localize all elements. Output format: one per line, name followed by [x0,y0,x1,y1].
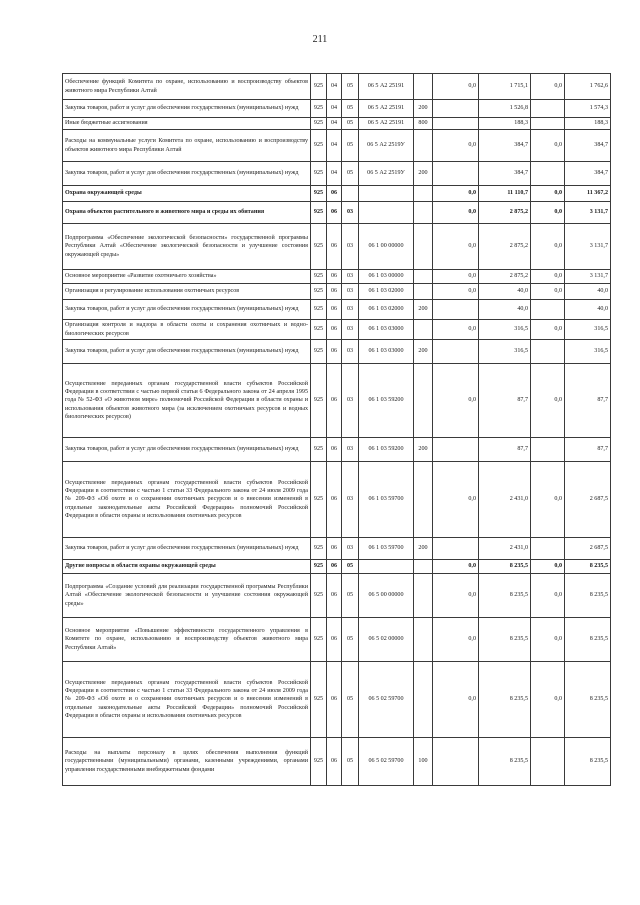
cell-amount-3: 0,0 [531,186,565,202]
cell-grbs: 925 [311,462,327,538]
cell-section: 06 [327,738,342,786]
cell-subsection [342,186,359,202]
cell-amount-3 [531,118,565,130]
cell-amount-3: 0,0 [531,320,565,340]
cell-amount-2: 87,7 [479,364,531,438]
cell-target-article: 06 1 03 59200 [359,364,414,438]
cell-target-article: 06 5 А2 2519У [359,130,414,162]
cell-amount-1: 0,0 [433,284,479,300]
cell-amount-2: 8 235,5 [479,574,531,618]
cell-grbs: 925 [311,224,327,270]
cell-target-article: 06 1 00 00000 [359,224,414,270]
cell-expense-type: 200 [414,538,433,560]
cell-subsection: 03 [342,364,359,438]
cell-name: Осуществление переданных органам государственной власти субъектов Российской Федерации в соответствии с частью первой статьи 6 Федерального закона от 24 апреля 1995 года № 52-ФЗ «О животном мире» полномочий Российской Федерации в области охраны и использования объектов животного мира (за исключением охотничьих ресурсов и водных биологических ресурсов) [63,364,311,438]
cell-name: Обеспечение функций Комитета по охране, использованию и воспроизводству объектов животного мира Республики Алтай [63,74,311,100]
cell-amount-3 [531,438,565,462]
cell-amount-1: 0,0 [433,270,479,284]
cell-section: 04 [327,162,342,186]
cell-amount-2: 87,7 [479,438,531,462]
cell-grbs: 925 [311,560,327,574]
cell-grbs: 925 [311,538,327,560]
cell-grbs: 925 [311,118,327,130]
cell-name: Осуществление переданных органам государственной власти субъектов Российской Федерации в соответствии с частью 1 статьи 33 Федерального закона от 24 июля 2009 года № 209-ФЗ «Об охоте и о сохранении охотничьих ресурсов и о внесении изменений в отдельные законодательные акты Российской Федерации» полномочий Российской Федерации в области охраны и использования охотничьих ресурсов [63,462,311,538]
cell-expense-type [414,284,433,300]
table-row [63,162,611,186]
cell-grbs: 925 [311,74,327,100]
table-row [63,438,611,462]
cell-target-article: 06 5 А2 25191 [359,74,414,100]
cell-subsection: 05 [342,738,359,786]
cell-amount-3: 0,0 [531,662,565,738]
cell-amount-4: 87,7 [565,438,611,462]
cell-amount-2: 8 235,5 [479,738,531,786]
cell-target-article: 06 5 02 59700 [359,738,414,786]
cell-amount-1 [433,118,479,130]
cell-grbs: 925 [311,270,327,284]
cell-section: 06 [327,560,342,574]
cell-target-article: 06 1 03 00000 [359,270,414,284]
cell-amount-2: 2 431,0 [479,462,531,538]
cell-amount-2: 40,0 [479,284,531,300]
cell-amount-1: 0,0 [433,462,479,538]
cell-amount-3: 0,0 [531,74,565,100]
table-row [63,284,611,300]
cell-section: 06 [327,662,342,738]
cell-subsection: 03 [342,224,359,270]
cell-target-article: 06 1 03 03000 [359,320,414,340]
table-row [63,560,611,574]
cell-expense-type [414,202,433,224]
cell-target-article: 06 5 02 00000 [359,618,414,662]
cell-amount-3: 0,0 [531,618,565,662]
cell-subsection: 05 [342,118,359,130]
cell-subsection: 03 [342,438,359,462]
cell-target-article [359,202,414,224]
cell-subsection: 03 [342,202,359,224]
budget-table [62,73,611,786]
cell-section: 04 [327,100,342,118]
cell-amount-4: 8 235,5 [565,618,611,662]
cell-amount-3: 0,0 [531,270,565,284]
cell-amount-2: 2 431,0 [479,538,531,560]
table-row [63,574,611,618]
cell-amount-3 [531,300,565,320]
cell-target-article: 06 1 03 59700 [359,462,414,538]
table-row [63,300,611,320]
cell-amount-3: 0,0 [531,462,565,538]
cell-subsection: 05 [342,574,359,618]
cell-grbs: 925 [311,162,327,186]
cell-target-article: 06 5 00 00000 [359,574,414,618]
cell-amount-1: 0,0 [433,224,479,270]
cell-amount-4: 1 762,6 [565,74,611,100]
cell-section: 06 [327,462,342,538]
cell-amount-1: 0,0 [433,130,479,162]
cell-amount-2: 8 235,5 [479,560,531,574]
cell-amount-4: 384,7 [565,162,611,186]
cell-name: Расходы на коммунальные услуги Комитета по охране, использованию и воспроизводству объектов животного мира Республики Алтай [63,130,311,162]
cell-amount-4: 8 235,5 [565,574,611,618]
cell-expense-type: 200 [414,340,433,364]
cell-amount-3 [531,738,565,786]
cell-amount-1: 0,0 [433,618,479,662]
cell-section: 04 [327,118,342,130]
cell-amount-2: 2 875,2 [479,224,531,270]
cell-amount-4: 2 687,5 [565,462,611,538]
table-row [63,270,611,284]
cell-amount-1: 0,0 [433,320,479,340]
cell-amount-4: 8 235,5 [565,738,611,786]
cell-subsection: 05 [342,74,359,100]
cell-subsection: 03 [342,538,359,560]
cell-amount-4: 384,7 [565,130,611,162]
table-row [63,118,611,130]
cell-subsection: 03 [342,340,359,364]
cell-amount-2: 8 235,5 [479,662,531,738]
cell-grbs: 925 [311,284,327,300]
cell-amount-2: 2 875,2 [479,202,531,224]
cell-expense-type [414,74,433,100]
cell-name: Иные бюджетные ассигнования [63,118,311,130]
cell-section: 06 [327,320,342,340]
cell-target-article [359,186,414,202]
cell-name: Расходы на выплаты персоналу в целях обеспечения выполнения функций государственными (муниципальными) органами, казенными учреждениями, органами управления государственными внебюджетными фондами [63,738,311,786]
cell-name: Закупка товаров, работ и услуг для обеспечения государственных (муниципальных) нужд [63,438,311,462]
cell-expense-type [414,224,433,270]
cell-section: 06 [327,364,342,438]
cell-amount-2: 188,3 [479,118,531,130]
cell-name: Охрана окружающей среды [63,186,311,202]
cell-section: 06 [327,284,342,300]
cell-subsection: 05 [342,560,359,574]
cell-grbs: 925 [311,100,327,118]
cell-amount-4: 40,0 [565,284,611,300]
cell-amount-3: 0,0 [531,574,565,618]
table-row [63,538,611,560]
cell-grbs: 925 [311,202,327,224]
cell-amount-3: 0,0 [531,364,565,438]
cell-name: Осуществление переданных органам государственной власти субъектов Российской Федерации в соответствии с частью 1 статьи 33 Федерального закона от 24 июля 2009 года № 209-ФЗ «Об охоте и о сохранении охотничьих ресурсов и о внесении изменений в отдельные законодательные акты Российской Федерации» полномочий Российской Федерации в области охраны и использования охотничьих ресурсов [63,662,311,738]
cell-expense-type [414,662,433,738]
cell-grbs: 925 [311,574,327,618]
cell-amount-4: 1 574,3 [565,100,611,118]
cell-section: 06 [327,224,342,270]
cell-name: Основное мероприятие «Повышение эффективности государственного управления в Комитете по охране, использованию и воспроизводству объектов животного мира Республики Алтай» [63,618,311,662]
table-row [63,130,611,162]
cell-expense-type [414,130,433,162]
cell-amount-4: 8 235,5 [565,662,611,738]
cell-expense-type: 800 [414,118,433,130]
cell-grbs: 925 [311,364,327,438]
cell-section: 06 [327,270,342,284]
cell-amount-4: 3 131,7 [565,202,611,224]
cell-amount-3 [531,538,565,560]
table-body [63,74,611,786]
cell-name: Другие вопросы в области охраны окружающей среды [63,560,311,574]
cell-grbs: 925 [311,662,327,738]
cell-grbs: 925 [311,130,327,162]
cell-grbs: 925 [311,738,327,786]
table-row [63,738,611,786]
cell-amount-1: 0,0 [433,74,479,100]
cell-amount-4: 8 235,5 [565,560,611,574]
cell-grbs: 925 [311,618,327,662]
cell-amount-1: 0,0 [433,202,479,224]
cell-amount-3: 0,0 [531,202,565,224]
table-row [63,462,611,538]
cell-target-article: 06 5 А2 25191 [359,100,414,118]
cell-section: 06 [327,202,342,224]
cell-subsection: 03 [342,300,359,320]
cell-amount-1: 0,0 [433,662,479,738]
cell-subsection: 05 [342,100,359,118]
cell-expense-type: 200 [414,438,433,462]
cell-amount-2: 316,5 [479,340,531,364]
cell-amount-1 [433,340,479,364]
cell-target-article: 06 5 02 59700 [359,662,414,738]
cell-section: 04 [327,130,342,162]
cell-amount-1: 0,0 [433,186,479,202]
cell-target-article: 06 1 03 03000 [359,340,414,364]
cell-amount-3: 0,0 [531,284,565,300]
cell-expense-type: 200 [414,100,433,118]
cell-name: Закупка товаров, работ и услуг для обеспечения государственных (муниципальных) нужд [63,300,311,320]
table-row [63,186,611,202]
cell-amount-3 [531,162,565,186]
cell-subsection: 03 [342,462,359,538]
table-row [63,74,611,100]
cell-section: 04 [327,74,342,100]
table-row [63,320,611,340]
cell-name: Организация и регулирование использования охотничьих ресурсов [63,284,311,300]
cell-name: Организация контроля и надзора в области охоты и сохранения охотничьих и водно-биологических ресурсов [63,320,311,340]
cell-amount-4: 11 367,2 [565,186,611,202]
cell-grbs: 925 [311,438,327,462]
cell-subsection: 05 [342,662,359,738]
cell-amount-3: 0,0 [531,130,565,162]
cell-name: Закупка товаров, работ и услуг для обеспечения государственных (муниципальных) нужд [63,162,311,186]
cell-amount-3 [531,340,565,364]
cell-expense-type [414,364,433,438]
cell-amount-1: 0,0 [433,364,479,438]
cell-grbs: 925 [311,340,327,364]
cell-amount-1 [433,538,479,560]
cell-name: Охрана объектов растительного и животного мира и среды их обитания [63,202,311,224]
cell-section: 06 [327,574,342,618]
cell-amount-1 [433,438,479,462]
cell-expense-type: 100 [414,738,433,786]
cell-amount-1: 0,0 [433,560,479,574]
cell-section: 06 [327,340,342,364]
cell-amount-2: 1 526,8 [479,100,531,118]
cell-target-article: 06 1 03 59200 [359,438,414,462]
cell-target-article: 06 1 03 02000 [359,284,414,300]
cell-section: 06 [327,538,342,560]
cell-subsection: 05 [342,162,359,186]
cell-expense-type: 200 [414,162,433,186]
table-row [63,662,611,738]
cell-section: 06 [327,300,342,320]
cell-name: Основное мероприятие «Развитие охотничьего хозяйства» [63,270,311,284]
page-number: 211 [312,34,328,45]
cell-section: 06 [327,438,342,462]
cell-amount-4: 188,3 [565,118,611,130]
cell-amount-2: 11 110,7 [479,186,531,202]
cell-expense-type [414,186,433,202]
cell-amount-2: 8 235,5 [479,618,531,662]
cell-target-article: 06 1 03 59700 [359,538,414,560]
cell-expense-type [414,574,433,618]
cell-amount-2: 384,7 [479,162,531,186]
cell-expense-type [414,320,433,340]
cell-amount-4: 3 131,7 [565,224,611,270]
cell-target-article [359,560,414,574]
cell-subsection: 03 [342,284,359,300]
cell-amount-3: 0,0 [531,224,565,270]
cell-amount-1 [433,162,479,186]
cell-amount-3 [531,100,565,118]
cell-expense-type [414,462,433,538]
cell-name: Закупка товаров, работ и услуг для обеспечения государственных (муниципальных) нужд [63,340,311,364]
cell-target-article: 06 5 А2 25191 [359,118,414,130]
cell-grbs: 925 [311,300,327,320]
cell-amount-4: 2 687,5 [565,538,611,560]
cell-amount-1 [433,100,479,118]
cell-amount-4: 40,0 [565,300,611,320]
cell-name: Подпрограмма «Обеспечение экологической безопасности» государственной программы Республики Алтай «Обеспечение экологической безопасности и улучшение состояния окружающей среды» [63,224,311,270]
cell-grbs: 925 [311,186,327,202]
cell-grbs: 925 [311,320,327,340]
cell-amount-3: 0,0 [531,560,565,574]
cell-amount-2: 2 875,2 [479,270,531,284]
table-row [63,224,611,270]
cell-amount-2: 316,5 [479,320,531,340]
cell-subsection: 03 [342,320,359,340]
cell-section: 06 [327,186,342,202]
cell-amount-4: 87,7 [565,364,611,438]
table-row [63,618,611,662]
table-row [63,100,611,118]
cell-expense-type [414,270,433,284]
cell-amount-1: 0,0 [433,574,479,618]
cell-name: Закупка товаров, работ и услуг для обеспечения государственных (муниципальных) нужд [63,538,311,560]
cell-amount-2: 40,0 [479,300,531,320]
cell-subsection: 05 [342,618,359,662]
cell-amount-2: 1 715,1 [479,74,531,100]
cell-amount-1 [433,738,479,786]
cell-target-article: 06 1 03 02000 [359,300,414,320]
cell-section: 06 [327,618,342,662]
cell-amount-2: 384,7 [479,130,531,162]
cell-name: Подпрограмма «Создание условий для реализации государственной программы Республики Алтай «Обеспечение экологической безопасности и улучшение состояния окружающей среды» [63,574,311,618]
table-row [63,364,611,438]
cell-name: Закупка товаров, работ и услуг для обеспечения государственных (муниципальных) нужд [63,100,311,118]
cell-expense-type [414,560,433,574]
cell-subsection: 05 [342,130,359,162]
cell-amount-4: 316,5 [565,320,611,340]
cell-amount-4: 3 131,7 [565,270,611,284]
cell-target-article: 06 5 А2 2519У [359,162,414,186]
cell-subsection: 03 [342,270,359,284]
cell-expense-type [414,618,433,662]
cell-amount-1 [433,300,479,320]
table-row [63,202,611,224]
cell-amount-4: 316,5 [565,340,611,364]
cell-expense-type: 200 [414,300,433,320]
table-row [63,340,611,364]
